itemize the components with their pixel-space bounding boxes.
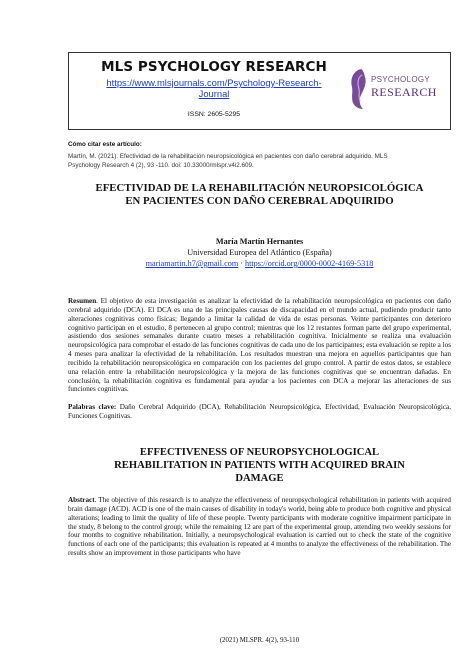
english-title-line2: REHABILITATION IN PATIENTS WITH ACQUIRED BRAIN — [114, 460, 405, 471]
palabras-clave-text: Daño Cerebral Adquirido (DCA), Rehabilitación Neuropsicológica, Efectividad, Evaluación Neuropsicológica, Funciones Cognitivas. — [68, 403, 451, 420]
citation-label: Cómo citar este artículo: — [68, 141, 142, 148]
abstract-paragraph — [68, 496, 451, 558]
logo-word-psychology: PSYCHOLOGY — [371, 75, 431, 84]
palabras-clave-label: Palabras clave: — [68, 403, 117, 411]
resumen-label: Resumen — [68, 297, 97, 305]
english-title-line3: DAMAGE — [235, 473, 284, 484]
journal-title: MLS PSYCHOLOGY RESEARCH — [101, 59, 327, 75]
abstract-label: Abstract — [68, 496, 95, 504]
journal-logo — [345, 63, 447, 115]
author-orcid-link[interactable]: https://orcid.org/0000-0002-4169-5318 — [245, 259, 374, 268]
citation-line2: Psychology Research 4 (2), 93 -110. doi: 10.33000/mlspr.v4i2.609. — [68, 161, 254, 169]
journal-header-box — [68, 52, 451, 130]
spanish-title-line2: EN PACIENTES CON DAÑO CEREBRAL ADQUIRIDO — [125, 195, 394, 207]
palabras-clave-paragraph — [68, 403, 451, 421]
author-affiliation: Universidad Europea del Atlántico (España) — [187, 248, 332, 257]
author-email-link[interactable]: mariamartin.h7@gmail.com — [145, 259, 239, 268]
english-title — [68, 446, 451, 485]
author-contacts — [68, 259, 451, 268]
resumen-paragraph — [68, 297, 451, 394]
resumen-text: . El objetivo de esta investigación es analizar la efectividad de la rehabilitación neuropsicológica en pacientes con daño cerebral adquirido (DCA). El DCA es una de las principales causas de discapacidad en el mundo actual, pudiendo producir tanto alteraciones cognitivas como físicas; llegando a limitar la calidad de vida de estas personas. Veinte participantes con deterioro cognitivo participan en el estudio, 8 pertenecen al grupo control; mientras que los 12 restantes forman parte del grupo experimental, asistiendo dos sesiones semanales durante cuatro meses a rehabilitación cognitiva. Inicialmente se realiza una evaluación neuropsicológica para comprobar el estado de las funciones cognitivas de cada uno de los participantes; esta evaluación se repite a los 4 meses para analizar la efectividad de la rehabilitación. Los resultados muestran una mejora en aquellos participantes que han recibido la rehabilitación neuropsicológica en comparación con los pacientes del grupo control. A partir de estos datos, se establece una relación entre la rehabilitación neuropsicológica y la mejora de las funciones cognitivas que se encuentran dañadas. En conclusión, la rehabilitación cognitiva es fundamental para ayudar a los pacientes con DCA a mejorar las alteraciones de sus funciones cognitivas. — [68, 297, 451, 394]
spanish-title — [68, 182, 451, 208]
abstract-text: . The objective of this research is to analyze the effectiveness of neuropsychological rehabilitation in patients with acquired brain damage (ACD). ACD is one of the main causes of disability in today's world, being able to produce both cognitive and physical alterations; leading to limit the quality of life of these people. Twenty participants with moderate cognitive impairment participate in the study, 8 belong to the control group; while the remaining 12 are part of the experimental group, attending two weekly sessions for four months to cognitive rehabilitation. Initially, a neuropsychological evaluation is carried out to check the state of the cognitive functions of each one of the participants; this evaluation is repeated at 4 months to analyze the effectiveness of the rehabilitation. The results show an improvement in those participants who have — [68, 496, 451, 558]
head-profile-icon — [347, 67, 371, 111]
contact-separator: · — [238, 259, 246, 268]
journal-url-line2[interactable]: Journal — [198, 88, 230, 99]
spanish-title-line1: EFECTIVIDAD DE LA REHABILITACIÓN NEUROPSICOLÓGICA — [95, 182, 424, 194]
journal-url-line1[interactable]: https://www.mlsjournals.com/Psychology-Research- — [106, 77, 322, 88]
logo-word-research: RESEARCH — [371, 85, 437, 99]
english-title-line1: EFFECTIVENESS OF NEUROPSYCHOLOGICAL — [139, 447, 380, 458]
issn: ISSN: 2605-5295 — [187, 111, 241, 118]
page-footer: (2021) MLSPR. 4(2), 93-110 — [219, 637, 300, 644]
citation-text — [68, 153, 448, 171]
author-name: María Martín Hernantes — [215, 237, 304, 246]
journal-url-link[interactable] — [69, 77, 359, 99]
citation-line1: Martín, M. (2021). Efectividad de la rehabilitación neuropsicológica en pacientes con daño cerebral adquirido. MLS — [68, 153, 388, 160]
